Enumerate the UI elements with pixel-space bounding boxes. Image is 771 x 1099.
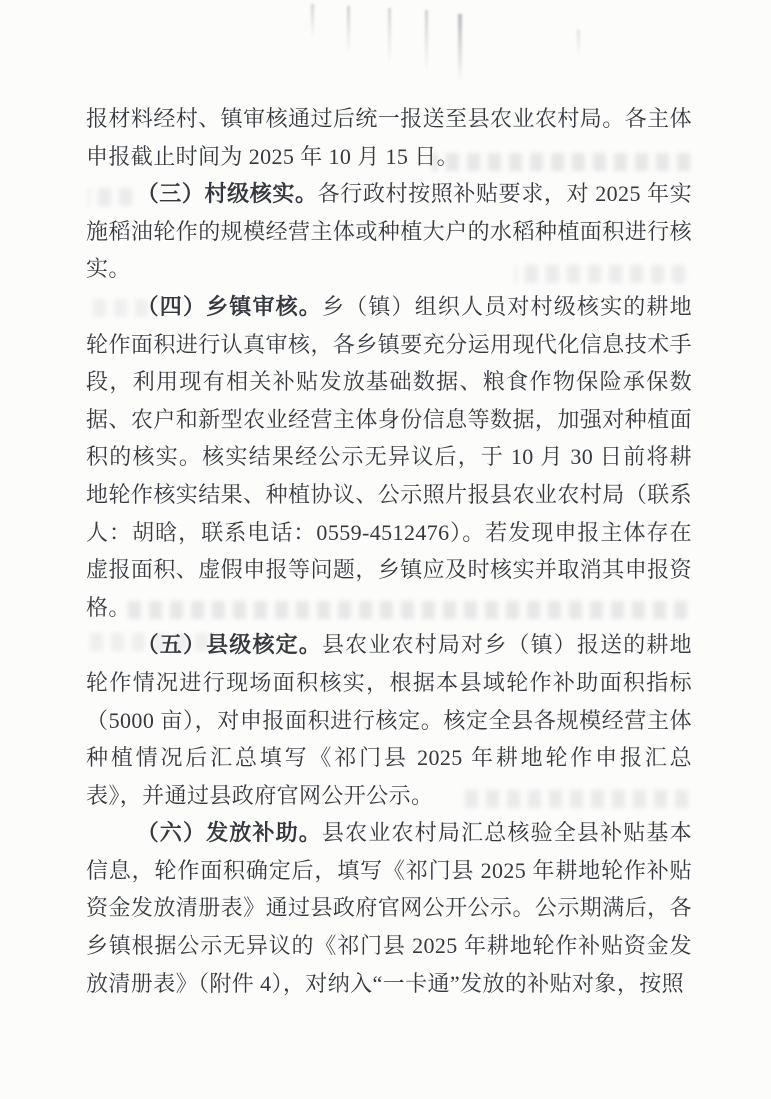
paragraph-text: 报材料经村、镇审核通过后统一报送至县农业农村局。各主体申报截止时间为 2025 年 10 月 15 日。 bbox=[86, 106, 692, 169]
section-heading: （五）县级核定。 bbox=[136, 632, 322, 658]
paragraph-section-4-township-review bbox=[86, 288, 692, 626]
document-text bbox=[86, 100, 692, 1002]
section-heading: （三）村级核实。 bbox=[136, 181, 318, 207]
section-heading: （四）乡镇审核。 bbox=[136, 293, 322, 319]
scan-streak-artifact bbox=[425, 10, 428, 72]
paragraph-text: 县农业农村局汇总核验全县补贴基本信息，轮作面积确定后，填写《祁门县 2025 年耕地轮作补贴资金发放清册表》通过县政府官网公开公示。公示期满后，各乡镇根据公示无异议的《祁门县 2025 年耕地轮作补贴资金发放清册表》（附件 4），对纳入“一卡通”发放的补贴对象，按照 bbox=[86, 820, 693, 996]
paragraph-text: 各行政村按照补贴要求，对 2025 年实施稻油轮作的规模经营主体或种植大户的水稻种植面积进行核实。 bbox=[86, 181, 692, 282]
paragraph-text: 乡（镇）组织人员对村级核实的耕地轮作面积进行认真审核，各乡镇要充分运用现代化信息技术手段，利用现有相关补贴发放基础数据、粮食作物保险承保数据、农户和新型农业经营主体身份信息等数据，加强对种植面积的核实。核实结果经公示无异议后，于 10 月 30 日前将耕地轮作核实结果、种植协议、公示照片报县农业农村局（联系人：胡晗，联系电话：0559-4512476）。若发现申报主体存在虚报面积、虚假申报等问题，乡镇应及时核实并取消其申报资格。 bbox=[86, 293, 693, 620]
section-heading: （六）发放补助。 bbox=[136, 820, 322, 846]
scan-streak-artifact bbox=[347, 6, 350, 54]
scan-streak-artifact bbox=[458, 14, 462, 82]
scan-streak-artifact bbox=[388, 8, 391, 64]
paragraph-section-3-village-verification bbox=[86, 175, 692, 288]
paragraph-text: 县农业农村局对乡（镇）报送的耕地轮作情况进行现场面积核实，根据本县域轮作补助面积指标（5000 亩），对申报面积进行核定。核定全县各规模经营主体种植情况后汇总填写《祁门县 2025 年耕地轮作申报汇总表》，并通过县政府官网公开公示。 bbox=[86, 632, 693, 808]
paragraph-section-6-subsidy-distribution bbox=[86, 814, 692, 1002]
scan-streak-artifact bbox=[311, 4, 314, 38]
paragraph-continuation bbox=[86, 100, 692, 175]
scan-streak-artifact bbox=[577, 30, 580, 56]
paragraph-section-5-county-approval bbox=[86, 626, 692, 814]
